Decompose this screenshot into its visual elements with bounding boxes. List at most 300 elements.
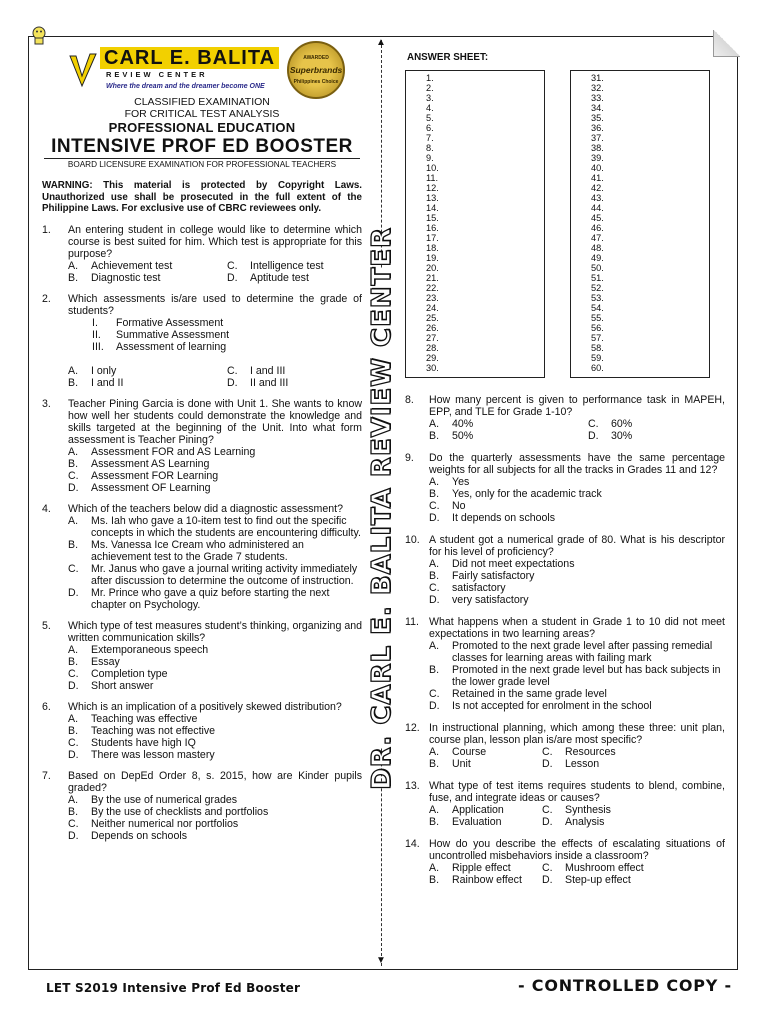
option-c [542,804,725,816]
badge-main: Superbrands [289,65,343,75]
option-letter: D. [68,748,79,761]
option-text: 50% [452,430,474,442]
answer-line: 54. [591,303,604,313]
option-text: By the use of checklists and portfolios [91,805,269,818]
option-b [68,377,227,389]
question-10 [405,534,725,606]
option-letter: B. [429,570,440,582]
answer-line: 58. [591,343,604,353]
option-letter: A. [68,445,79,458]
question-row [42,701,362,713]
option-a [68,515,362,539]
option-letter: A. [429,746,440,758]
option-text: Neither numerical nor portfolios [91,817,239,830]
option-d [68,749,362,761]
option-text: Did not meet expectations [452,558,575,570]
options [429,862,725,886]
answer-line: 44. [591,203,604,213]
answer-line: 48. [591,243,604,253]
question-row [405,452,725,476]
answer-sheet [405,70,725,378]
option-c [68,737,362,749]
option-a [68,644,362,656]
question-row [42,293,362,317]
logo-name: CARL E. BALITA [100,47,279,69]
answer-line: 8. [426,143,434,153]
option-letter: A. [68,712,79,725]
option-d [429,700,725,712]
option-a [429,862,542,874]
question-number: 6. [42,700,51,713]
option-text: Completion type [91,667,168,680]
options [68,644,362,692]
answer-line: 50. [591,263,604,273]
option-b [429,488,725,500]
header-title: INTENSIVE PROF ED BOOSTER [51,136,353,157]
option-b [429,816,542,828]
question-row [405,722,725,746]
answer-column-2 [570,70,710,378]
question-number: 2. [42,292,51,305]
question-row [405,616,725,640]
roman-numeral: I. [92,316,98,329]
question-text: What happens when a student in Grade 1 to 10 did not meet expectations in two learning areas? [429,616,725,640]
option-text: Lesson [565,758,600,770]
option-d [429,594,725,606]
option-letter: A. [429,558,440,570]
answer-line: 17. [426,233,439,243]
question-8 [405,394,725,442]
logo-v-mark-icon [68,50,98,90]
answer-line: 27. [426,333,439,343]
option-text: Essay [91,655,120,668]
option-d [68,680,362,692]
question-number: 12. [405,722,420,734]
answer-line: 51. [591,273,604,283]
answer-line: 28. [426,343,439,353]
exam-header [42,96,362,170]
question-text: How do you describe the effects of escalating situations of uncontrolled misbehaviors inside a classroom? [429,838,725,862]
question-row [405,780,725,804]
option-a [68,794,362,806]
right-column [405,52,725,886]
answer-line: 3. [426,93,434,103]
option-letter: C. [588,418,599,430]
option-text: Intelligence test [250,259,324,272]
option-letter: D. [429,700,440,712]
question-text: In instructional planning, which among these three: unit plan, course plan, lesson plan is/are most specific? [429,722,725,746]
option-a [68,713,362,725]
option-letter: B. [68,538,79,551]
option-text: Resources [565,746,616,758]
option-letter: B. [68,376,79,389]
answer-line: 38. [591,143,604,153]
options [68,794,362,842]
option-b [68,725,362,737]
option-text: I and II [91,376,124,389]
option-text: satisfactory [452,582,506,594]
answer-line: 34. [591,103,604,113]
option-text: I and III [250,364,286,377]
option-text: Analysis [565,816,605,828]
option-letter: D. [68,586,79,599]
option-b [429,430,588,442]
option-letter: B. [429,758,440,770]
option-d [68,587,362,611]
option-letter: D. [68,829,79,842]
arrow-down-icon: ▼ [376,955,386,966]
option-letter: B. [68,655,79,668]
option-text: Fairly satisfactory [452,570,535,582]
question-number: 7. [42,769,51,782]
option-a [68,446,362,458]
option-c [68,563,362,587]
question-row [42,503,362,515]
question-text: How many percent is given to performance task in MAPEH, EPP, and TLE for Grade 1-10? [429,394,725,418]
question-number: 8. [405,394,414,406]
option-text: 60% [611,418,633,430]
roman-list [92,317,362,353]
question-text: Teacher Pining Garcia is done with Unit 1. She wants to know how well her students could demonstrate the knowledge and skills targeted at the beginning of the Unit. Into what form assessment is Teacher Pining? [68,397,362,446]
option-letter: B. [429,488,440,500]
option-b [68,539,362,563]
roman-text: Summative Assessment [116,328,230,341]
option-text: Diagnostic test [91,271,161,284]
option-text: Assessment OF Learning [91,481,211,494]
answer-line: 36. [591,123,604,133]
answer-line: 11. [426,173,439,183]
option-text: Course [452,746,487,758]
option-text: Step-up effect [565,874,631,886]
option-letter: D. [542,816,553,828]
option-a [68,260,227,272]
option-letter: A. [68,259,79,272]
option-letter: B. [68,271,79,284]
question-row [42,398,362,446]
question-1 [42,224,362,284]
options [429,640,725,712]
option-letter: C. [68,667,79,680]
option-letter: C. [429,688,440,700]
options [429,746,725,770]
question-number: 10. [405,534,420,546]
answer-line: 56. [591,323,604,333]
option-letter: A. [429,862,440,874]
option-text: Ripple effect [452,862,511,874]
option-letter: D. [429,594,440,606]
option-letter: C. [429,500,440,512]
superbrands-badge [287,41,345,99]
answer-line: 46. [591,223,604,233]
option-text: Mr. Prince who gave a quiz before starting the next chapter on Psychology. [91,586,330,611]
question-text: What type of test items requires students to blend, combine, fuse, and integrate ideas or causes? [429,780,725,804]
option-letter: B. [429,816,440,828]
option-text: I only [91,364,117,377]
question-6 [42,701,362,761]
option-text: II and III [250,376,289,389]
option-b [68,458,362,470]
answer-line: 13. [426,193,439,203]
option-text: Aptitude test [250,271,309,284]
answer-line: 4. [426,103,434,113]
answer-line: 24. [426,303,439,313]
option-text: Evaluation [452,816,502,828]
options [68,365,362,389]
roman-text: Assessment of learning [116,340,227,353]
option-letter: C. [68,562,79,575]
question-row [42,224,362,260]
option-text: 30% [611,430,633,442]
answer-sheet-title: ANSWER SHEET: [407,52,489,63]
option-text: Teaching was effective [91,712,198,725]
question-9 [405,452,725,524]
badge-top: AWARDED [303,55,329,61]
option-a [68,365,227,377]
option-b [429,664,725,688]
answer-line: 59. [591,353,604,363]
question-number: 3. [42,397,51,410]
question-3 [42,398,362,494]
roman-item [92,317,362,329]
option-letter: A. [429,418,440,430]
option-text: By the use of numerical grades [91,793,238,806]
option-c [588,418,725,430]
option-letter: D. [68,679,79,692]
question-number: 1. [42,223,51,236]
question-4 [42,503,362,611]
option-text: Assessment FOR Learning [91,469,219,482]
question-2 [42,293,362,389]
vertical-watermark [365,226,399,790]
option-text: 40% [452,418,474,430]
option-text: Is not accepted for enrolment in the school [452,700,652,712]
options [68,713,362,761]
answer-line: 21. [426,273,439,283]
header-board: BOARD LICENSURE EXAMINATION FOR PROFESSIONAL TEACHERS [44,158,360,170]
answer-line: 29. [426,353,439,363]
question-14 [405,838,725,886]
option-c [429,688,725,700]
option-text: Ms. Vanessa Ice Cream who administered an achievement test to the Grade 7 students. [91,538,304,563]
option-letter: B. [68,457,79,470]
vertical-watermark-text: DR. CARL E. BALITA REVIEW CENTER [367,226,397,790]
option-letter: D. [227,376,238,389]
option-text: Promoted in the next grade level but has back subjects in the lower grade level [452,664,721,688]
spacer [42,353,362,365]
option-b [68,272,227,284]
option-d [588,430,725,442]
question-row [42,770,362,794]
question-row [42,620,362,644]
answer-line: 32. [591,83,604,93]
option-c [68,470,362,482]
option-d [68,482,362,494]
answer-line: 9. [426,153,434,163]
option-text: There was lesson mastery [91,748,215,761]
question-number: 4. [42,502,51,515]
option-d [542,816,725,828]
roman-numeral: III. [92,340,104,353]
option-c [227,260,362,272]
option-letter: B. [429,874,440,886]
header-line1: CLASSIFIED EXAMINATION [134,96,270,108]
option-text: Extemporaneous speech [91,643,209,656]
question-text: Which type of test measures student’s thinking, organizing and written communication skills? [68,619,362,644]
answer-line: 55. [591,313,604,323]
option-d [542,874,725,886]
answer-line: 7. [426,133,434,143]
question-text: Do the quarterly assessments have the same percentage weights for all subjects for all the tracks in Grades 11 and 12? [429,452,725,476]
option-letter: A. [429,640,440,652]
answer-line: 37. [591,133,604,143]
option-c [68,818,362,830]
option-text: Unit [452,758,471,770]
answer-line: 15. [426,213,439,223]
option-letter: D. [542,758,553,770]
options [68,446,362,494]
left-questions [42,224,362,842]
option-letter: C. [68,469,79,482]
option-letter: C. [68,817,79,830]
question-number: 14. [405,838,420,850]
footer-left: LET S2019 Intensive Prof Ed Booster [46,981,301,995]
arrow-up-icon: ▲ [376,37,386,48]
options [429,476,725,524]
question-number: 9. [405,452,414,464]
options [429,418,725,442]
question-text: A student got a numerical grade of 80. What is his descriptor for his level of proficiency? [429,534,725,558]
option-d [429,512,725,524]
option-a [429,558,725,570]
answer-line: 49. [591,253,604,263]
answer-line: 6. [426,123,434,133]
question-row [405,838,725,862]
option-letter: C. [542,862,553,874]
option-text: Promoted to the next grade level after passing remedial classes for learning areas with failing mark [452,640,713,664]
answer-line: 18. [426,243,439,253]
option-text: No [452,500,466,512]
answer-line: 53. [591,293,604,303]
option-c [68,668,362,680]
question-11 [405,616,725,712]
option-letter: A. [68,793,79,806]
option-b [68,656,362,668]
roman-text: Formative Assessment [116,316,224,329]
option-text: Synthesis [565,804,611,816]
option-d [227,272,362,284]
options [429,558,725,606]
option-b [429,758,542,770]
option-text: It depends on schools [452,512,556,524]
badge-bottom: Philippines Choice [293,79,339,85]
option-text: Application [452,804,504,816]
right-questions [405,394,725,886]
option-letter: C. [68,736,79,749]
option-letter: C. [429,582,440,594]
answer-line: 16. [426,223,439,233]
answer-line: 57. [591,333,604,343]
option-c [429,500,725,512]
option-letter: D. [588,430,599,442]
option-d [227,377,362,389]
option-letter: A. [429,476,440,488]
logo-sub: REVIEW CENTER [106,70,208,79]
answer-line: 25. [426,313,439,323]
option-letter: D. [68,481,79,494]
question-number: 5. [42,619,51,632]
answer-line: 60. [591,363,604,373]
answer-line: 43. [591,193,604,203]
question-row [405,394,725,418]
copyright-warning: WARNING: This material is protected by Copyright Laws. Unauthorized use shall be prosecuted in the full extent of the Philippine Laws. For exclusive use of CBRC reviewees only. [42,180,362,214]
option-a [429,476,725,488]
option-c [542,746,725,758]
roman-item [92,341,362,353]
answer-line: 40. [591,163,604,173]
answer-line: 20. [426,263,439,273]
answer-column-1 [405,70,545,378]
answer-line: 33. [591,93,604,103]
options [429,804,725,828]
option-letter: A. [429,804,440,816]
option-text: Retained in the same grade level [452,688,607,700]
option-letter: C. [227,364,238,377]
option-text: Depends on schools [91,829,187,842]
answer-line: 22. [426,283,439,293]
option-letter: C. [227,259,238,272]
options [68,260,362,284]
option-text: Short answer [91,679,154,692]
option-text: very satisfactory [452,594,529,606]
option-text: Rainbow effect [452,874,522,886]
answer-line: 30. [426,363,439,373]
option-letter: A. [68,514,79,527]
question-text: Based on DepEd Order 8, s. 2015, how are Kinder pupils graded? [68,769,362,794]
question-number: 13. [405,780,420,792]
question-7 [42,770,362,842]
answer-line: 45. [591,213,604,223]
answer-line: 26. [426,323,439,333]
question-number: 11. [405,616,419,628]
option-a [429,418,588,430]
footer-controlled-copy: - CONTROLLED COPY - [517,976,732,995]
answer-line: 12. [426,183,439,193]
option-text: Ms. Iah who gave a 10-item test to find out the specific concepts in which the students are encountering difficulty. [91,514,361,539]
option-text: Assessment AS Learning [91,457,210,470]
option-text: Mr. Janus who gave a journal writing activity immediately after discussion to determine the outcome of instruction. [91,562,358,587]
option-b [429,874,542,886]
option-b [68,806,362,818]
option-a [429,746,542,758]
question-text: Which is an implication of a positively skewed distribution? [68,700,342,713]
answer-line: 2. [426,83,434,93]
left-column [42,44,362,842]
question-text: An entering student in college would like to determine which course is best suited for him. Which test is appropriate for this purpose? [68,223,362,260]
answer-line: 52. [591,283,604,293]
roman-numeral: II. [92,328,101,341]
option-text: Students have high IQ [91,736,196,749]
option-c [429,582,725,594]
question-text: Which assessments is/are used to determine the grade of students? [68,292,362,317]
option-a [429,804,542,816]
answer-line: 10. [426,163,439,173]
answer-line: 1. [426,73,434,83]
question-5 [42,620,362,692]
answer-line: 19. [426,253,439,263]
option-text: Achievement test [91,259,173,272]
roman-item [92,329,362,341]
option-text: Assessment FOR and AS Learning [91,445,256,458]
